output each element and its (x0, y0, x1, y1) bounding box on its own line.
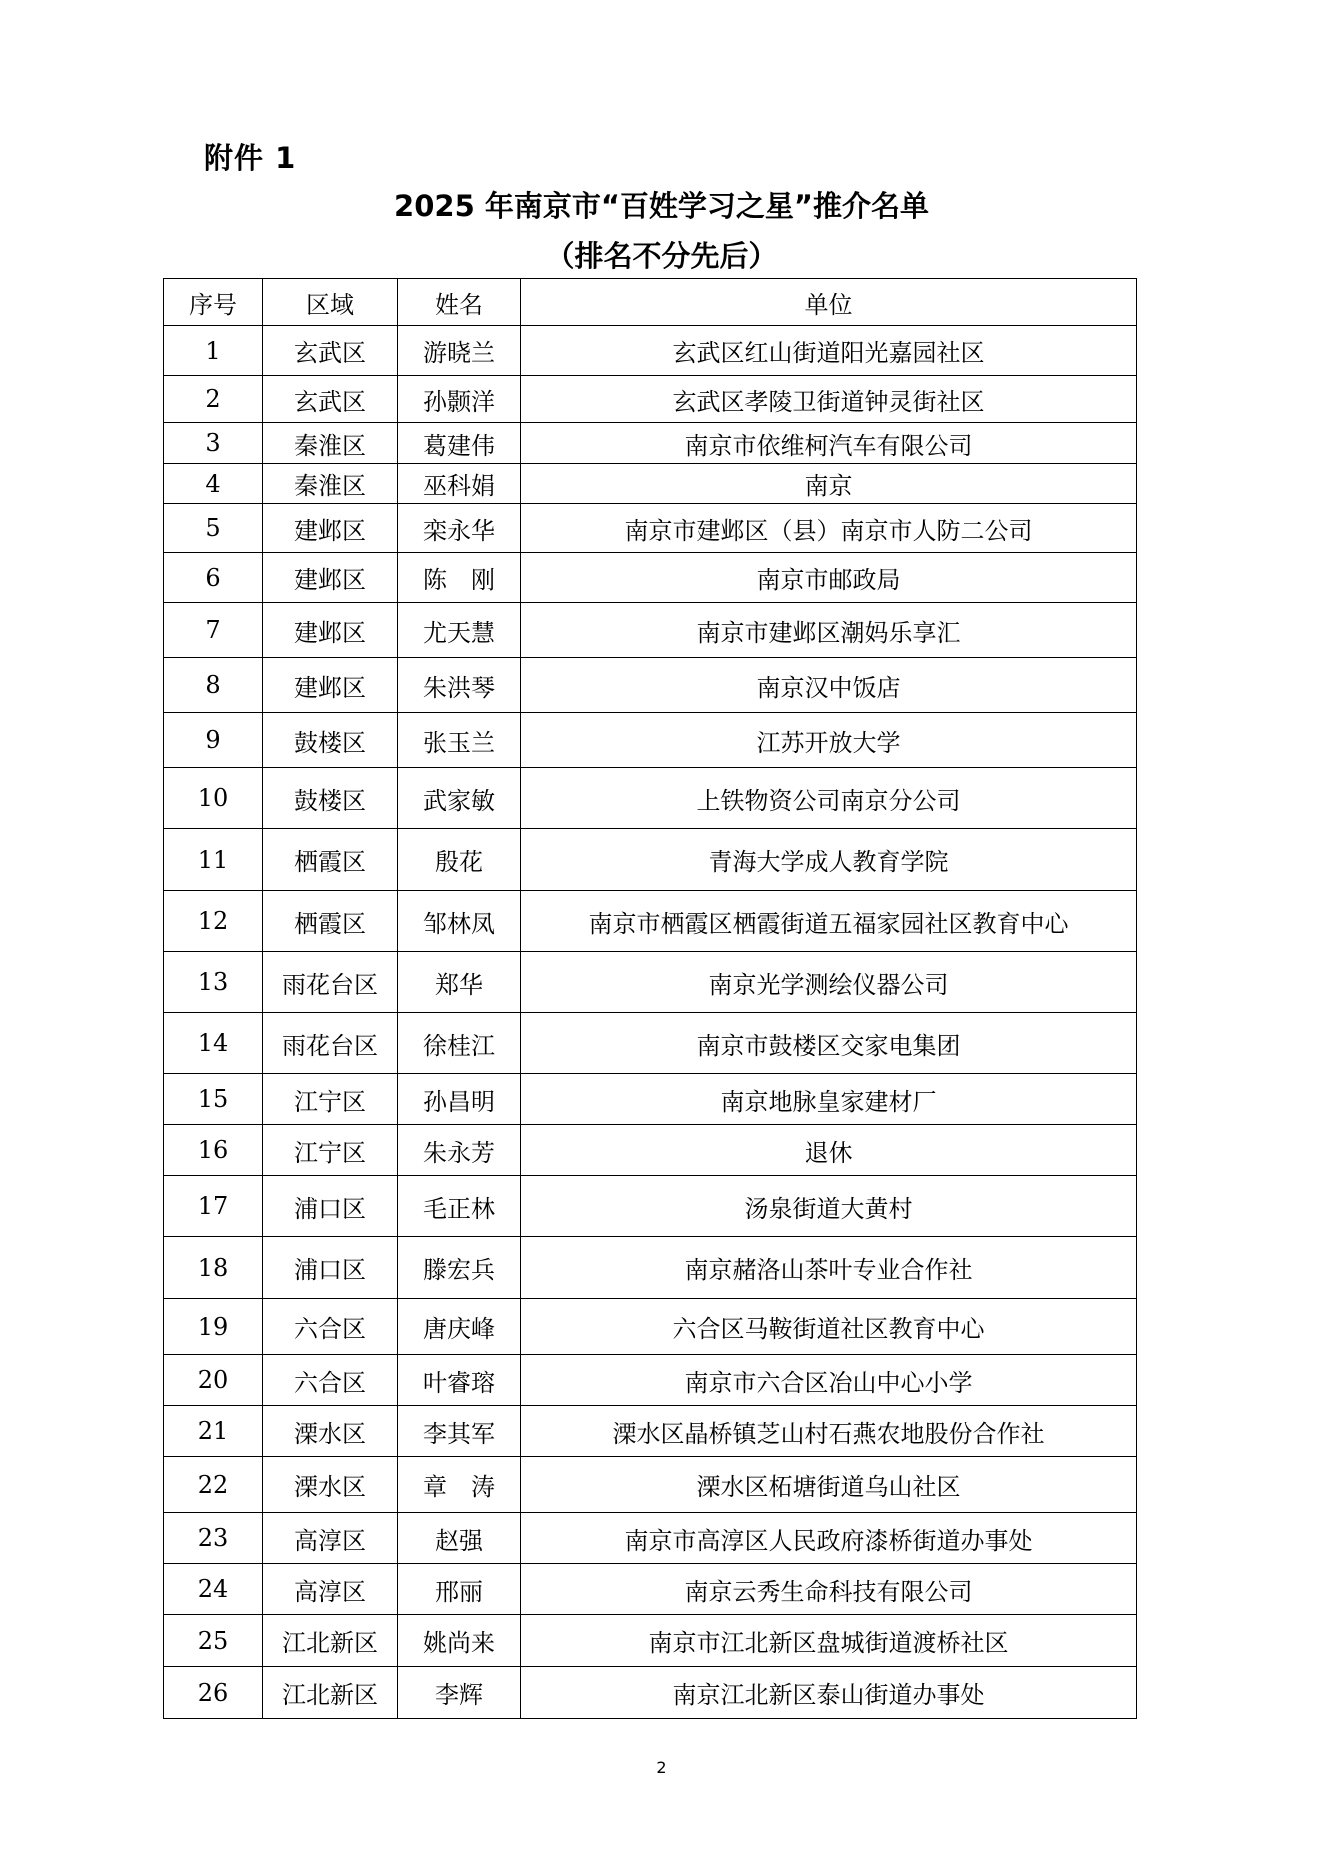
header-district: 区域 (263, 279, 398, 326)
cell-district: 浦口区 (263, 1237, 398, 1299)
table-row (164, 1667, 1137, 1719)
cell-no: 11 (164, 829, 263, 891)
cell-name: 姚尚来 (398, 1615, 521, 1667)
cell-district: 江北新区 (263, 1667, 398, 1719)
cell-district: 秦淮区 (263, 464, 398, 504)
cell-district: 六合区 (263, 1299, 398, 1355)
cell-district: 浦口区 (263, 1176, 398, 1237)
cell-name: 朱永芳 (398, 1125, 521, 1176)
cell-name: 叶睿瑢 (398, 1355, 521, 1406)
cell-no: 13 (164, 952, 263, 1013)
cell-no: 15 (164, 1074, 263, 1125)
table-row (164, 658, 1137, 713)
cell-no: 9 (164, 713, 263, 768)
cell-name: 徐桂江 (398, 1013, 521, 1074)
cell-unit: 南京云秀生命科技有限公司 (521, 1564, 1137, 1615)
cell-name: 殷花 (398, 829, 521, 891)
cell-unit: 南京市依维柯汽车有限公司 (521, 423, 1137, 464)
cell-name: 孙昌明 (398, 1074, 521, 1125)
cell-name: 张玉兰 (398, 713, 521, 768)
cell-unit: 南京江北新区泰山街道办事处 (521, 1667, 1137, 1719)
cell-district: 溧水区 (263, 1457, 398, 1513)
cell-unit: 南京市栖霞区栖霞街道五福家园社区教育中心 (521, 891, 1137, 952)
cell-no: 6 (164, 553, 263, 603)
cell-unit: 南京光学测绘仪器公司 (521, 952, 1137, 1013)
cell-no: 23 (164, 1513, 263, 1564)
table-row (164, 1074, 1137, 1125)
cell-name: 赵强 (398, 1513, 521, 1564)
cell-no: 2 (164, 376, 263, 423)
cell-district: 栖霞区 (263, 829, 398, 891)
cell-unit: 南京市江北新区盘城街道渡桥社区 (521, 1615, 1137, 1667)
cell-district: 鼓楼区 (263, 768, 398, 829)
table-row (164, 1125, 1137, 1176)
table-row (164, 423, 1137, 464)
cell-name: 李其军 (398, 1406, 521, 1457)
cell-no: 12 (164, 891, 263, 952)
table-row (164, 1176, 1137, 1237)
cell-district: 江宁区 (263, 1074, 398, 1125)
cell-district: 江北新区 (263, 1615, 398, 1667)
document-title: 2025 年南京市“百姓学习之星”推介名单 (394, 189, 929, 223)
cell-unit: 青海大学成人教育学院 (521, 829, 1137, 891)
cell-name: 栾永华 (398, 504, 521, 553)
table-row (164, 1513, 1137, 1564)
cell-unit: 玄武区孝陵卫街道钟灵街社区 (521, 376, 1137, 423)
table-row (164, 713, 1137, 768)
cell-district: 建邺区 (263, 603, 398, 658)
cell-name: 邢丽 (398, 1564, 521, 1615)
table-body (164, 326, 1137, 1719)
cell-district: 雨花台区 (263, 1013, 398, 1074)
cell-unit: 上铁物资公司南京分公司 (521, 768, 1137, 829)
table-row (164, 1406, 1137, 1457)
cell-no: 20 (164, 1355, 263, 1406)
cell-unit: 溧水区晶桥镇芝山村石燕农地股份合作社 (521, 1406, 1137, 1457)
cell-unit: 六合区马鞍街道社区教育中心 (521, 1299, 1137, 1355)
table-header-row (164, 279, 1137, 326)
table-row (164, 891, 1137, 952)
table-row (164, 1564, 1137, 1615)
cell-unit: 南京市鼓楼区交家电集团 (521, 1013, 1137, 1074)
cell-no: 7 (164, 603, 263, 658)
cell-no: 17 (164, 1176, 263, 1237)
table-row (164, 1457, 1137, 1513)
cell-district: 建邺区 (263, 553, 398, 603)
cell-unit: 南京市建邺区（县）南京市人防二公司 (521, 504, 1137, 553)
cell-district: 江宁区 (263, 1125, 398, 1176)
cell-no: 1 (164, 326, 263, 376)
table-row (164, 1237, 1137, 1299)
cell-unit: 南京 (521, 464, 1137, 504)
cell-unit: 退休 (521, 1125, 1137, 1176)
cell-name: 游晓兰 (398, 326, 521, 376)
cell-name: 李辉 (398, 1667, 521, 1719)
cell-district: 建邺区 (263, 658, 398, 713)
header-no: 序号 (164, 279, 263, 326)
cell-no: 5 (164, 504, 263, 553)
cell-unit: 南京市建邺区潮妈乐享汇 (521, 603, 1137, 658)
cell-name: 毛正林 (398, 1176, 521, 1237)
table-row (164, 376, 1137, 423)
table-row (164, 504, 1137, 553)
table-row (164, 1615, 1137, 1667)
table-row (164, 952, 1137, 1013)
cell-district: 雨花台区 (263, 952, 398, 1013)
cell-district: 建邺区 (263, 504, 398, 553)
cell-district: 秦淮区 (263, 423, 398, 464)
cell-unit: 江苏开放大学 (521, 713, 1137, 768)
cell-unit: 汤泉街道大黄村 (521, 1176, 1137, 1237)
cell-unit: 南京市六合区冶山中心小学 (521, 1355, 1137, 1406)
table-row (164, 464, 1137, 504)
cell-no: 14 (164, 1013, 263, 1074)
cell-unit: 南京市高淳区人民政府漆桥街道办事处 (521, 1513, 1137, 1564)
cell-district: 高淳区 (263, 1564, 398, 1615)
page-number: 2 (656, 1758, 667, 1777)
cell-no: 21 (164, 1406, 263, 1457)
cell-unit: 南京汉中饭店 (521, 658, 1137, 713)
cell-district: 溧水区 (263, 1406, 398, 1457)
cell-district: 栖霞区 (263, 891, 398, 952)
table-row (164, 1299, 1137, 1355)
cell-no: 4 (164, 464, 263, 504)
cell-no: 18 (164, 1237, 263, 1299)
cell-unit: 南京市邮政局 (521, 553, 1137, 603)
cell-name: 唐庆峰 (398, 1299, 521, 1355)
cell-name: 陈 刚 (398, 553, 521, 603)
table-row (164, 603, 1137, 658)
table-row (164, 553, 1137, 603)
cell-unit: 南京赭洛山茶叶专业合作社 (521, 1237, 1137, 1299)
cell-name: 章 涛 (398, 1457, 521, 1513)
header-unit: 单位 (521, 279, 1137, 326)
cell-district: 玄武区 (263, 326, 398, 376)
cell-no: 24 (164, 1564, 263, 1615)
cell-no: 3 (164, 423, 263, 464)
attachment-label: 附件 1 (204, 141, 297, 175)
cell-district: 六合区 (263, 1355, 398, 1406)
cell-unit: 南京地脉皇家建材厂 (521, 1074, 1137, 1125)
table-row (164, 326, 1137, 376)
cell-name: 巫科娟 (398, 464, 521, 504)
cell-name: 滕宏兵 (398, 1237, 521, 1299)
table-row (164, 1355, 1137, 1406)
recommendation-table (163, 278, 1137, 1719)
cell-no: 10 (164, 768, 263, 829)
header-name: 姓名 (398, 279, 521, 326)
cell-name: 葛建伟 (398, 423, 521, 464)
table-row (164, 829, 1137, 891)
cell-district: 鼓楼区 (263, 713, 398, 768)
cell-district: 玄武区 (263, 376, 398, 423)
table-row (164, 768, 1137, 829)
document-subtitle: （排名不分先后） (545, 239, 778, 273)
cell-unit: 玄武区红山街道阳光嘉园社区 (521, 326, 1137, 376)
cell-no: 25 (164, 1615, 263, 1667)
table-row (164, 1013, 1137, 1074)
cell-name: 尤天慧 (398, 603, 521, 658)
cell-no: 16 (164, 1125, 263, 1176)
cell-district: 高淳区 (263, 1513, 398, 1564)
cell-name: 朱洪琴 (398, 658, 521, 713)
cell-name: 邹林凤 (398, 891, 521, 952)
cell-no: 26 (164, 1667, 263, 1719)
cell-name: 武家敏 (398, 768, 521, 829)
cell-no: 8 (164, 658, 263, 713)
cell-name: 郑华 (398, 952, 521, 1013)
cell-no: 22 (164, 1457, 263, 1513)
cell-name: 孙颢洋 (398, 376, 521, 423)
cell-unit: 溧水区柘塘街道乌山社区 (521, 1457, 1137, 1513)
cell-no: 19 (164, 1299, 263, 1355)
